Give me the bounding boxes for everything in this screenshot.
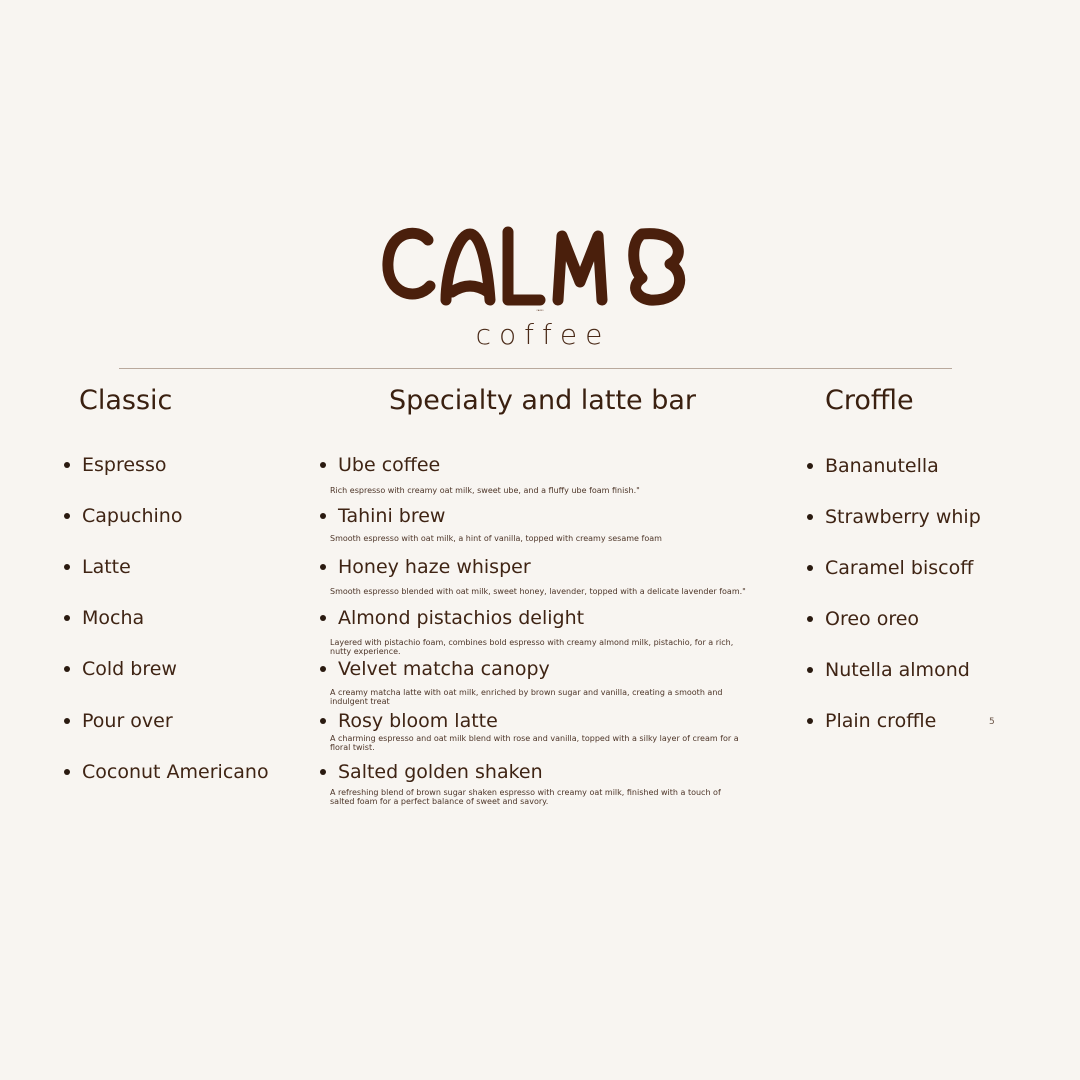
menu-item-label: Bananutella	[825, 455, 939, 477]
menu-item-description: A charming espresso and oat milk blend with rose and vanilla, topped with a silky layer of cream for a floral twist.	[330, 734, 739, 752]
menu-item-croffle	[825, 607, 919, 631]
menu-item-specialty	[338, 453, 440, 477]
bullet-icon	[320, 718, 326, 724]
page-number: 5	[989, 717, 995, 727]
bullet-icon	[64, 615, 70, 621]
menu-item-label: Velvet matcha canopy	[338, 658, 550, 680]
menu-item-classic	[82, 760, 269, 784]
menu-item-label: Honey haze whisper	[338, 556, 531, 578]
menu-item-label: Cold brew	[82, 658, 177, 680]
menu-item-label: Caramel biscoff	[825, 557, 974, 579]
menu-item-specialty	[338, 760, 543, 784]
menu-item-label: Coconut Americano	[82, 761, 269, 783]
bullet-icon	[64, 462, 70, 468]
menu-item-label: Capuchino	[82, 505, 183, 527]
menu-item-croffle	[825, 658, 970, 682]
bullet-icon	[807, 565, 813, 571]
menu-item-classic	[82, 657, 177, 681]
menu-item-croffle	[825, 505, 981, 529]
bullet-icon	[320, 462, 326, 468]
menu-item-croffle	[825, 454, 939, 478]
menu-item-croffle	[825, 709, 936, 733]
menu-item-specialty	[338, 555, 531, 579]
menu-item-label: Salted golden shaken	[338, 761, 543, 783]
bullet-icon	[320, 666, 326, 672]
section-title-croffle: Croffle	[825, 385, 914, 416]
menu-item-description: Rich espresso with creamy oat milk, sweet ube, and a fluffy ube foam finish."	[330, 486, 640, 495]
menu-item-label: Nutella almond	[825, 659, 970, 681]
menu-item-label: Rosy bloom latte	[338, 710, 498, 732]
bullet-icon	[807, 667, 813, 673]
menu-item-specialty	[338, 504, 445, 528]
menu-item-description: A refreshing blend of brown sugar shaken espresso with creamy oat milk, finished with a touch of salted foam for a perfect balance of sweet and savory.	[330, 788, 721, 806]
menu-item-label: Almond pistachios delight	[338, 607, 585, 629]
menu-item-description: A creamy matcha latte with oat milk, enriched by brown sugar and vanilla, creating a smooth and indulgent treat	[330, 688, 723, 706]
bullet-icon	[320, 564, 326, 570]
menu-item-classic	[82, 555, 131, 579]
menu-item-label: Pour over	[82, 710, 173, 732]
section-title-classic: Classic	[79, 385, 173, 416]
menu-item-specialty	[338, 657, 550, 681]
menu-item-specialty	[338, 709, 498, 733]
bullet-icon	[807, 514, 813, 520]
bullet-icon	[64, 769, 70, 775]
bullet-icon	[320, 769, 326, 775]
bullet-icon	[64, 666, 70, 672]
menu-item-label: Tahini brew	[338, 505, 446, 527]
menu-item-label: Oreo oreo	[825, 608, 920, 630]
bullet-icon	[320, 513, 326, 519]
header-divider	[119, 368, 952, 369]
bullet-icon	[64, 564, 70, 570]
bullet-icon	[64, 513, 70, 519]
menu-item-classic	[82, 453, 166, 477]
menu-item-label: Espresso	[82, 454, 167, 476]
menu-item-label: Ube coffee	[338, 454, 441, 476]
menu-item-classic	[82, 606, 144, 630]
menu-item-label: Latte	[82, 556, 131, 578]
brand-logo	[0, 212, 1080, 312]
menu-item-description: Smooth espresso with oat milk, a hint of vanilla, topped with creamy sesame foam	[330, 534, 662, 543]
bullet-icon	[807, 616, 813, 622]
section-title-specialty: Specialty and latte bar	[389, 385, 697, 416]
menu-item-label: Strawberry whip	[825, 506, 981, 528]
menu-item-description: Smooth espresso blended with oat milk, sweet honey, lavender, topped with a delicate lavender foam."	[330, 587, 746, 596]
menu-item-label: Mocha	[82, 607, 145, 629]
menu-item-classic	[82, 504, 182, 528]
menu-item-description: Layered with pistachio foam, combines bold espresso with creamy almond milk, pistachio, for a rich, nutty experience.	[330, 638, 734, 656]
bullet-icon	[807, 718, 813, 724]
menu-item-classic	[82, 709, 173, 733]
menu-item-specialty	[338, 606, 584, 630]
menu-item-label: Plain croffle	[825, 710, 937, 732]
brand-name: CALMO	[536, 310, 544, 312]
calmo-wordmark	[380, 212, 700, 312]
bullet-icon	[807, 463, 813, 469]
menu-item-croffle	[825, 556, 973, 580]
bullet-icon	[320, 615, 326, 621]
bullet-icon	[64, 718, 70, 724]
brand-tagline: coffee	[475, 318, 611, 351]
